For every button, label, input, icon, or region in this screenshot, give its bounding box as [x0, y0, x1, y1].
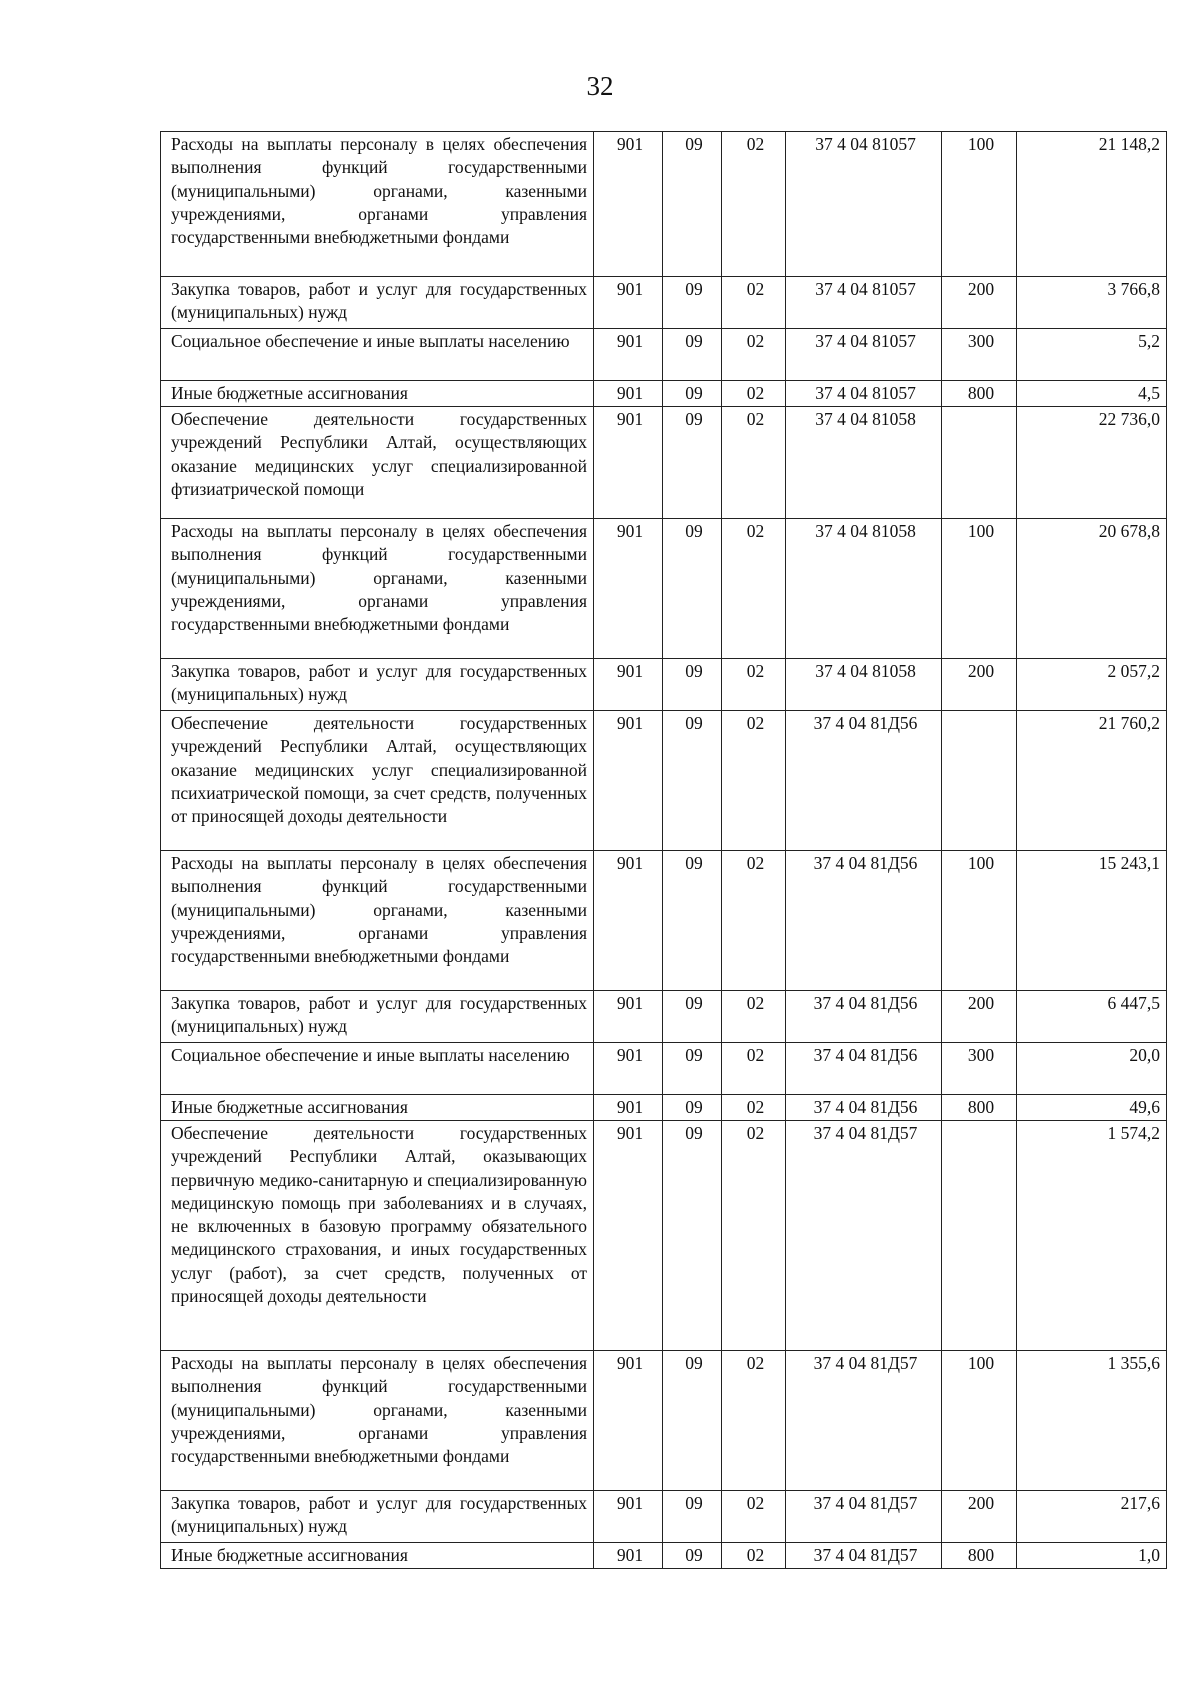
expense-type-cell [942, 407, 1017, 519]
target-article-cell: 37 4 04 81Д56 [786, 851, 942, 991]
section-code-cell: 09 [663, 277, 722, 329]
expense-name-cell: Закупка товаров, работ и услуг для государственных (муниципальных) нужд [161, 277, 594, 329]
section-code-cell: 09 [663, 1095, 722, 1121]
table-row [161, 1543, 1167, 1569]
expense-name-cell: Иные бюджетные ассигнования [161, 381, 594, 407]
grbs-code-cell: 901 [594, 659, 663, 711]
target-article-cell: 37 4 04 81Д57 [786, 1121, 942, 1351]
subsection-code-cell: 02 [722, 381, 786, 407]
amount-cell: 3 766,8 [1017, 277, 1167, 329]
amount-cell: 1 355,6 [1017, 1351, 1167, 1491]
expense-name-cell: Обеспечение деятельности государственных учреждений Республики Алтай, осуществляющих оказание медицинских услуг специализированной фтизиатрической помощи [161, 407, 594, 519]
expense-name-cell: Закупка товаров, работ и услуг для государственных (муниципальных) нужд [161, 1491, 594, 1543]
subsection-code-cell: 02 [722, 851, 786, 991]
target-article-cell: 37 4 04 81058 [786, 407, 942, 519]
grbs-code-cell: 901 [594, 1043, 663, 1095]
amount-cell: 22 736,0 [1017, 407, 1167, 519]
table-row [161, 1121, 1167, 1351]
section-code-cell: 09 [663, 407, 722, 519]
section-code-cell: 09 [663, 1043, 722, 1095]
table-row [161, 329, 1167, 381]
subsection-code-cell: 02 [722, 1543, 786, 1569]
section-code-cell: 09 [663, 1491, 722, 1543]
expense-name-cell: Социальное обеспечение и иные выплаты населению [161, 329, 594, 381]
section-code-cell: 09 [663, 1543, 722, 1569]
section-code-cell: 09 [663, 991, 722, 1043]
subsection-code-cell: 02 [722, 659, 786, 711]
amount-cell: 217,6 [1017, 1491, 1167, 1543]
target-article-cell: 37 4 04 81Д57 [786, 1351, 942, 1491]
table-row [161, 1351, 1167, 1491]
subsection-code-cell: 02 [722, 277, 786, 329]
expense-type-cell: 800 [942, 1543, 1017, 1569]
expense-name-cell: Расходы на выплаты персоналу в целях обеспечения выполнения функций государственными (муниципальными) органами, казенными учреждениями, органами управления государственными внебюджетными фондами [161, 851, 594, 991]
target-article-cell: 37 4 04 81Д56 [786, 1043, 942, 1095]
section-code-cell: 09 [663, 132, 722, 277]
budget-table-body [161, 132, 1167, 1569]
target-article-cell: 37 4 04 81058 [786, 519, 942, 659]
target-article-cell: 37 4 04 81Д57 [786, 1491, 942, 1543]
grbs-code-cell: 901 [594, 1095, 663, 1121]
grbs-code-cell: 901 [594, 329, 663, 381]
target-article-cell: 37 4 04 81Д57 [786, 1543, 942, 1569]
section-code-cell: 09 [663, 329, 722, 381]
amount-cell: 2 057,2 [1017, 659, 1167, 711]
expense-type-cell: 300 [942, 1043, 1017, 1095]
expense-type-cell: 200 [942, 991, 1017, 1043]
target-article-cell: 37 4 04 81Д56 [786, 1095, 942, 1121]
subsection-code-cell: 02 [722, 1043, 786, 1095]
grbs-code-cell: 901 [594, 407, 663, 519]
table-row [161, 1491, 1167, 1543]
subsection-code-cell: 02 [722, 711, 786, 851]
grbs-code-cell: 901 [594, 1351, 663, 1491]
grbs-code-cell: 901 [594, 851, 663, 991]
expense-type-cell [942, 711, 1017, 851]
amount-cell: 6 447,5 [1017, 991, 1167, 1043]
expense-type-cell: 800 [942, 381, 1017, 407]
target-article-cell: 37 4 04 81058 [786, 659, 942, 711]
table-row [161, 519, 1167, 659]
subsection-code-cell: 02 [722, 1351, 786, 1491]
grbs-code-cell: 901 [594, 132, 663, 277]
grbs-code-cell: 901 [594, 711, 663, 851]
section-code-cell: 09 [663, 851, 722, 991]
grbs-code-cell: 901 [594, 1491, 663, 1543]
subsection-code-cell: 02 [722, 329, 786, 381]
expense-name-cell: Иные бюджетные ассигнования [161, 1543, 594, 1569]
subsection-code-cell: 02 [722, 407, 786, 519]
amount-cell: 15 243,1 [1017, 851, 1167, 991]
table-row [161, 277, 1167, 329]
amount-cell: 4,5 [1017, 381, 1167, 407]
grbs-code-cell: 901 [594, 381, 663, 407]
table-row [161, 1095, 1167, 1121]
expense-name-cell: Закупка товаров, работ и услуг для государственных (муниципальных) нужд [161, 659, 594, 711]
grbs-code-cell: 901 [594, 519, 663, 659]
table-row [161, 711, 1167, 851]
amount-cell: 1,0 [1017, 1543, 1167, 1569]
amount-cell: 21 148,2 [1017, 132, 1167, 277]
expense-type-cell: 200 [942, 1491, 1017, 1543]
expense-name-cell: Обеспечение деятельности государственных учреждений Республики Алтай, осуществляющих оказание медицинских услуг специализированной психиатрической помощи, за счет средств, полученных от приносящей доходы деятельности [161, 711, 594, 851]
expense-name-cell: Иные бюджетные ассигнования [161, 1095, 594, 1121]
table-row [161, 659, 1167, 711]
subsection-code-cell: 02 [722, 1095, 786, 1121]
expense-name-cell: Расходы на выплаты персоналу в целях обеспечения выполнения функций государственными (муниципальными) органами, казенными учреждениями, органами управления государственными внебюджетными фондами [161, 132, 594, 277]
table-row [161, 132, 1167, 277]
grbs-code-cell: 901 [594, 277, 663, 329]
expense-name-cell: Социальное обеспечение и иные выплаты населению [161, 1043, 594, 1095]
grbs-code-cell: 901 [594, 991, 663, 1043]
table-row [161, 407, 1167, 519]
amount-cell: 20,0 [1017, 1043, 1167, 1095]
grbs-code-cell: 901 [594, 1121, 663, 1351]
budget-table [160, 131, 1167, 1569]
expense-type-cell: 300 [942, 329, 1017, 381]
target-article-cell: 37 4 04 81057 [786, 381, 942, 407]
expense-type-cell: 100 [942, 1351, 1017, 1491]
table-row [161, 1043, 1167, 1095]
expense-type-cell: 800 [942, 1095, 1017, 1121]
table-row [161, 851, 1167, 991]
subsection-code-cell: 02 [722, 132, 786, 277]
subsection-code-cell: 02 [722, 991, 786, 1043]
amount-cell: 5,2 [1017, 329, 1167, 381]
expense-type-cell: 200 [942, 659, 1017, 711]
expense-type-cell: 100 [942, 851, 1017, 991]
target-article-cell: 37 4 04 81Д56 [786, 711, 942, 851]
table-row [161, 381, 1167, 407]
expense-type-cell: 100 [942, 519, 1017, 659]
target-article-cell: 37 4 04 81057 [786, 277, 942, 329]
subsection-code-cell: 02 [722, 519, 786, 659]
table-row [161, 991, 1167, 1043]
expense-type-cell [942, 1121, 1017, 1351]
target-article-cell: 37 4 04 81057 [786, 329, 942, 381]
section-code-cell: 09 [663, 381, 722, 407]
subsection-code-cell: 02 [722, 1121, 786, 1351]
expense-name-cell: Расходы на выплаты персоналу в целях обеспечения выполнения функций государственными (муниципальными) органами, казенными учреждениями, органами управления государственными внебюджетными фондами [161, 519, 594, 659]
page-number: 32 [586, 71, 614, 101]
target-article-cell: 37 4 04 81057 [786, 132, 942, 277]
expense-type-cell: 100 [942, 132, 1017, 277]
section-code-cell: 09 [663, 659, 722, 711]
section-code-cell: 09 [663, 711, 722, 851]
amount-cell: 49,6 [1017, 1095, 1167, 1121]
amount-cell: 1 574,2 [1017, 1121, 1167, 1351]
expense-name-cell: Обеспечение деятельности государственных учреждений Республики Алтай, оказывающих первичную медико-санитарную и специализированную медицинскую помощь при заболеваниях и в случаях, не включенных в базовую программу обязательного медицинского страхования, и иных государственных услуг (работ), за счет средств, полученных от приносящей доходы деятельности [161, 1121, 594, 1351]
section-code-cell: 09 [663, 1121, 722, 1351]
section-code-cell: 09 [663, 519, 722, 659]
expense-name-cell: Закупка товаров, работ и услуг для государственных (муниципальных) нужд [161, 991, 594, 1043]
section-code-cell: 09 [663, 1351, 722, 1491]
amount-cell: 20 678,8 [1017, 519, 1167, 659]
expense-name-cell: Расходы на выплаты персоналу в целях обеспечения выполнения функций государственными (муниципальными) органами, казенными учреждениями, органами управления государственными внебюджетными фондами [161, 1351, 594, 1491]
amount-cell: 21 760,2 [1017, 711, 1167, 851]
grbs-code-cell: 901 [594, 1543, 663, 1569]
target-article-cell: 37 4 04 81Д56 [786, 991, 942, 1043]
subsection-code-cell: 02 [722, 1491, 786, 1543]
expense-type-cell: 200 [942, 277, 1017, 329]
